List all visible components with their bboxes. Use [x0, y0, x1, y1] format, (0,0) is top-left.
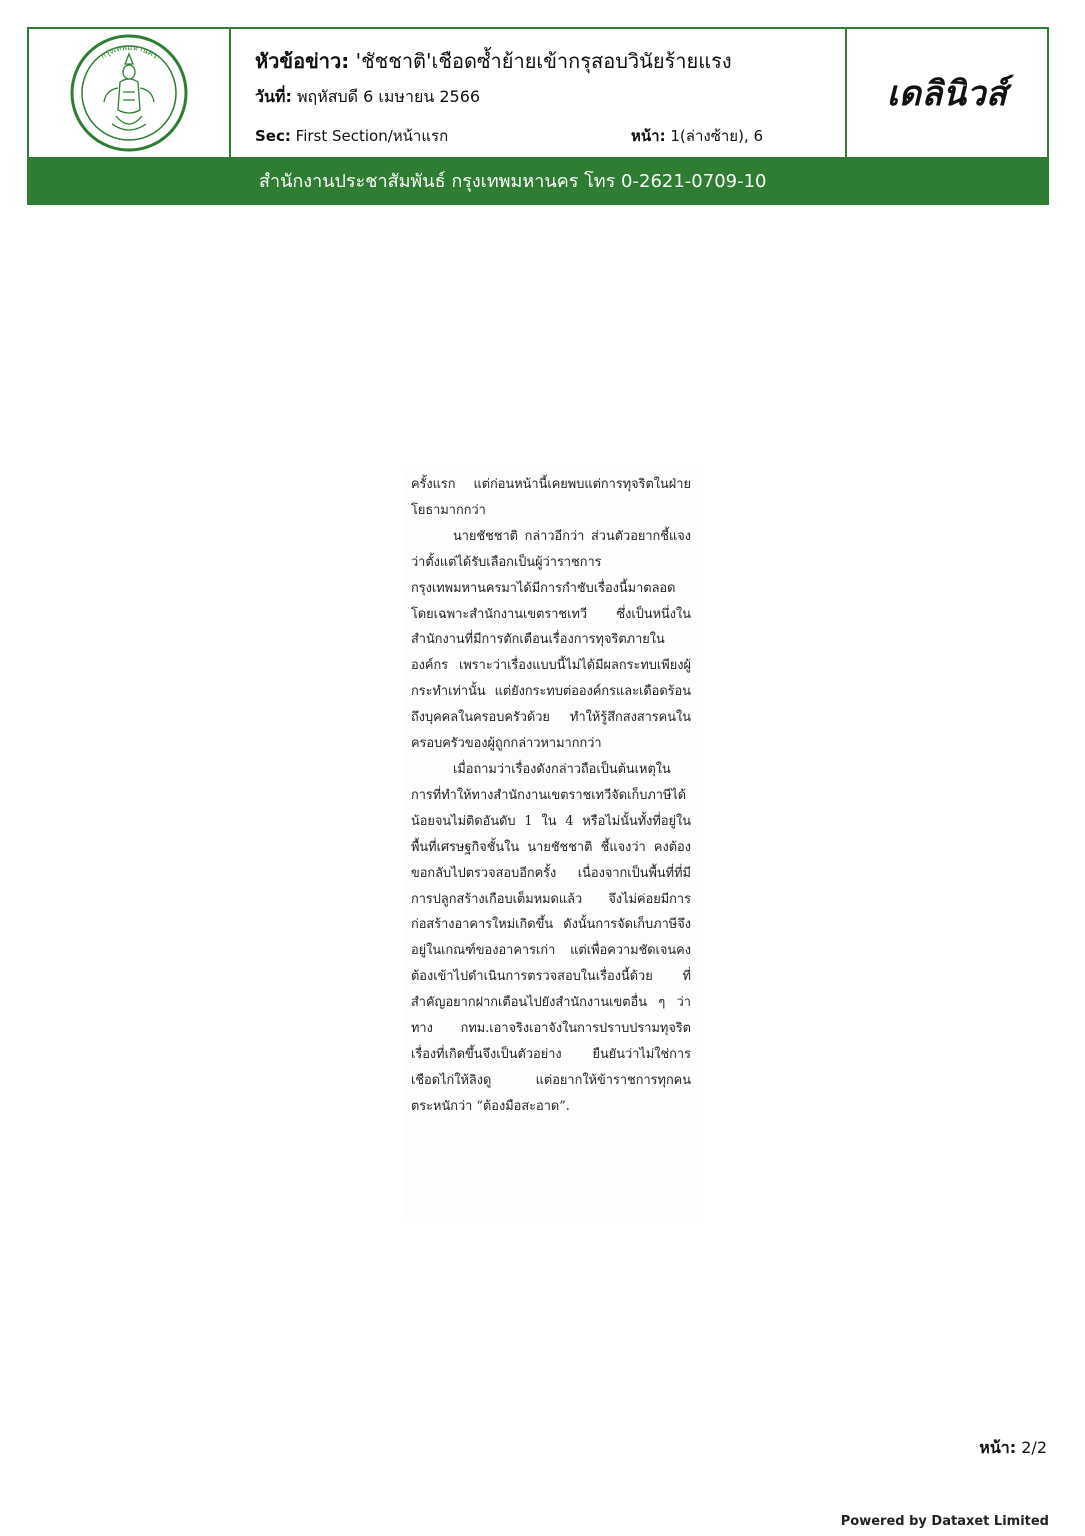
page-text: 1(ล่างซ้าย), 6	[670, 127, 764, 145]
page-number-label: หน้า:	[979, 1438, 1017, 1457]
article-paragraph: นายชัชชาติ กล่าวอีกว่า ส่วนตัวอยากชี้แจงว่าตั้งแต่ได้รับเลือกเป็นผู้ว่าราชการกรุงเทพมหานครมาได้มีการกำชับเรื่องนี้มาตลอด โดยเฉพาะสำนักงานเขตราชเทวี ซึ่งเป็นหนึ่งในสำนักงานที่มีการตักเตือนเรื่องการทุจริตภายในองค์กร เพราะว่าเรื่องแบบนี้ไม่ได้มีผลกระทบเพียงผู้กระทำเท่านั้น แต่ยังกระทบต่อองค์กรและเดือดร้อนถึงบุคคลในครอบครัวด้วย ทำให้รู้สึกสงสารคนในครอบครัวของผู้ถูกกล่าวหามากกว่า	[411, 528, 691, 752]
section-text: First Section/หน้าแรก	[295, 127, 449, 145]
emblem-text: กรุงเทพมหานคร	[98, 42, 160, 61]
clipping-header	[27, 27, 1049, 159]
headline-label: หัวข้อข่าว:	[255, 49, 350, 73]
page-number	[979, 1436, 1047, 1461]
logo-cell	[29, 29, 231, 157]
brand-cell	[847, 29, 1047, 157]
headline-row	[255, 45, 732, 77]
date-label: วันที่:	[255, 87, 292, 106]
page-number-value: 2/2	[1021, 1438, 1047, 1457]
info-cell	[231, 29, 847, 157]
date-row	[255, 85, 480, 110]
article-clipping	[405, 470, 697, 1222]
bangkok-emblem-logo	[68, 32, 190, 154]
page-row	[631, 124, 763, 148]
date-text: พฤหัสบดี 6 เมษายน 2566	[296, 87, 481, 106]
newspaper-brand-logo: เดลินิวส์	[886, 74, 1008, 114]
page-label: หน้า:	[631, 127, 666, 145]
section-row	[255, 124, 448, 148]
pr-office-banner: สำนักงานประชาสัมพันธ์ กรุงเทพมหานคร โทร 0-2621-0709-10	[27, 159, 1049, 205]
svg-text:กรุงเทพมหานคร	[99, 43, 160, 61]
powered-by-footer: Powered by Dataxet Limited	[840, 1514, 1049, 1529]
article-paragraph: เมื่อถามว่าเรื่องดังกล่าวถือเป็นต้นเหตุในการที่ทำให้ทางสำนักงานเขตราชเทวีจัดเก็บภาษีได้น้อยจนไม่ติดอันดับ 1 ใน 4 หรือไม่นั้นทั้งที่อยู่ในพื้นที่เศรษฐกิจชั้นใน นายชัชชาติ ชี้แจงว่า คงต้องขอกลับไปตรวจสอบอีกครั้ง เนื่องจากเป็นพื้นที่ที่มีการปลูกสร้างเกือบเต็มหมดแล้ว จึงไม่ค่อยมีการก่อสร้างอาคารใหม่เกิดขึ้น ดังนั้นการจัดเก็บภาษีจึงอยู่ในเกณฑ์ของอาคารเก่า แต่เพื่อความชัดเจนคงต้องเข้าไปดำเนินการตรวจสอบในเรื่องนี้ด้วย ที่สำคัญอยากฝากเตือนไปยังสำนักงานเขตอื่น ๆ ว่าทาง กทม.เอาจริงเอาจังในการปราบปรามทุจริต เรื่องที่เกิดขึ้นจึงเป็นตัวอย่าง ยืนยันว่าไม่ใช่การเชือดไก่ให้ลิงดู แต่อยากให้ข้าราชการทุกคนตระหนักว่า “ต้องมือสะอาด”.	[411, 761, 691, 1114]
article-paragraph: ครั้งแรก แต่ก่อนหน้านี้เคยพบแต่การทุจริตในฝ่ายโยธามากกว่า	[411, 477, 691, 518]
section-label: Sec:	[255, 127, 291, 145]
headline-text: 'ชัชชาติ'เชือดซ้ำย้ายเข้ากรุสอบวินัยร้ายแรง	[355, 49, 732, 73]
